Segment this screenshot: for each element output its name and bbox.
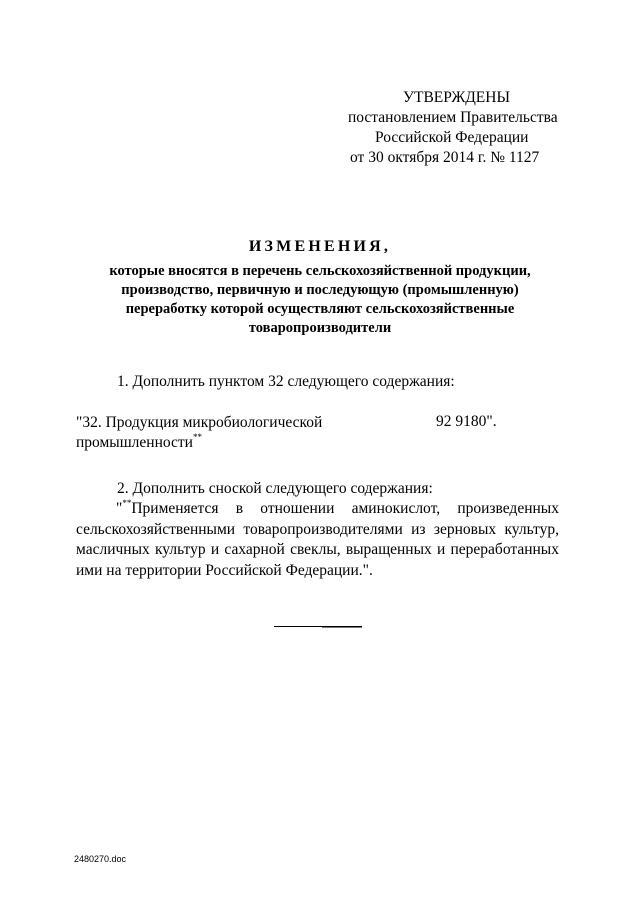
footnote-word: из (411, 520, 426, 538)
subtitle-line-1: которые вносятся в перечень сельскохозяйственной продукции, (109, 263, 531, 279)
file-name-label: 2480270.doc (74, 854, 127, 864)
footnote-word: сахарной (224, 541, 285, 558)
footnote-word: аминокислот, (351, 500, 441, 517)
footnote-word: культур, (504, 520, 559, 538)
item-32-line-2-text: промышленности (76, 434, 193, 451)
footnote-word: культур (154, 541, 206, 558)
footnote-line-3 (76, 540, 559, 561)
footnote-word: товаропроизводителями (243, 520, 403, 538)
footnote-mark: ** (192, 432, 202, 442)
approval-line-2: Российской Федерации (375, 129, 529, 146)
footnote-word: и (436, 541, 446, 558)
approval-title: УТВЕРЖДЕНЫ (403, 89, 510, 106)
subtitle-line-4: товаропроизводители (248, 320, 392, 336)
footnote-word: свеклы, (290, 541, 341, 558)
item-32-line-2 (76, 433, 322, 453)
footnote-word (116, 499, 219, 520)
footnote-word-text: Применяется (131, 500, 219, 517)
footnote-word: масличных (76, 541, 150, 558)
footnote-word: в (235, 500, 244, 517)
subtitle-line-3: переработку которой осуществляют сельскохозяйственные (125, 301, 515, 317)
item-32-code: 92 9180". (436, 413, 497, 430)
item-32-line-1: "32. Продукция микробиологической (76, 414, 323, 431)
paragraph-2: 2. Дополнить сноской следующего содержания: (117, 480, 433, 497)
footnote-word: сельскохозяйственными (76, 520, 236, 538)
footnote-line-4: ими на территории Российской Федерации.". (76, 561, 373, 579)
end-separator-tail (322, 627, 362, 628)
paragraph-1: 1. Дополнить пунктом 32 следующего содержания: (117, 373, 455, 390)
document-title: ИЗМЕНЕНИЯ, (248, 238, 392, 255)
footnote-word: произведенных (457, 500, 559, 517)
footnote-text (76, 499, 559, 581)
footnote-open-quote: " (116, 500, 123, 517)
footnote-line-2 (76, 520, 559, 541)
footnote-word: отношении (260, 500, 335, 517)
approval-line-3: от 30 октября 2014 г. № 1127 (350, 149, 540, 166)
footnote-line-1 (76, 499, 559, 520)
subtitle-line-2: производство, первичную и последующую (промышленную) (121, 282, 519, 298)
item-32-text (76, 413, 322, 453)
footnote-word: зерновых (433, 520, 497, 538)
footnote-mark: ** (122, 498, 132, 508)
approval-line-1: постановлением Правительства (348, 109, 558, 126)
footnote-word: и (210, 541, 220, 558)
footnote-word: выращенных (345, 541, 432, 558)
approval-stamp (346, 88, 566, 168)
document-subtitle (90, 262, 550, 338)
footnote-word: переработанных (450, 541, 559, 558)
